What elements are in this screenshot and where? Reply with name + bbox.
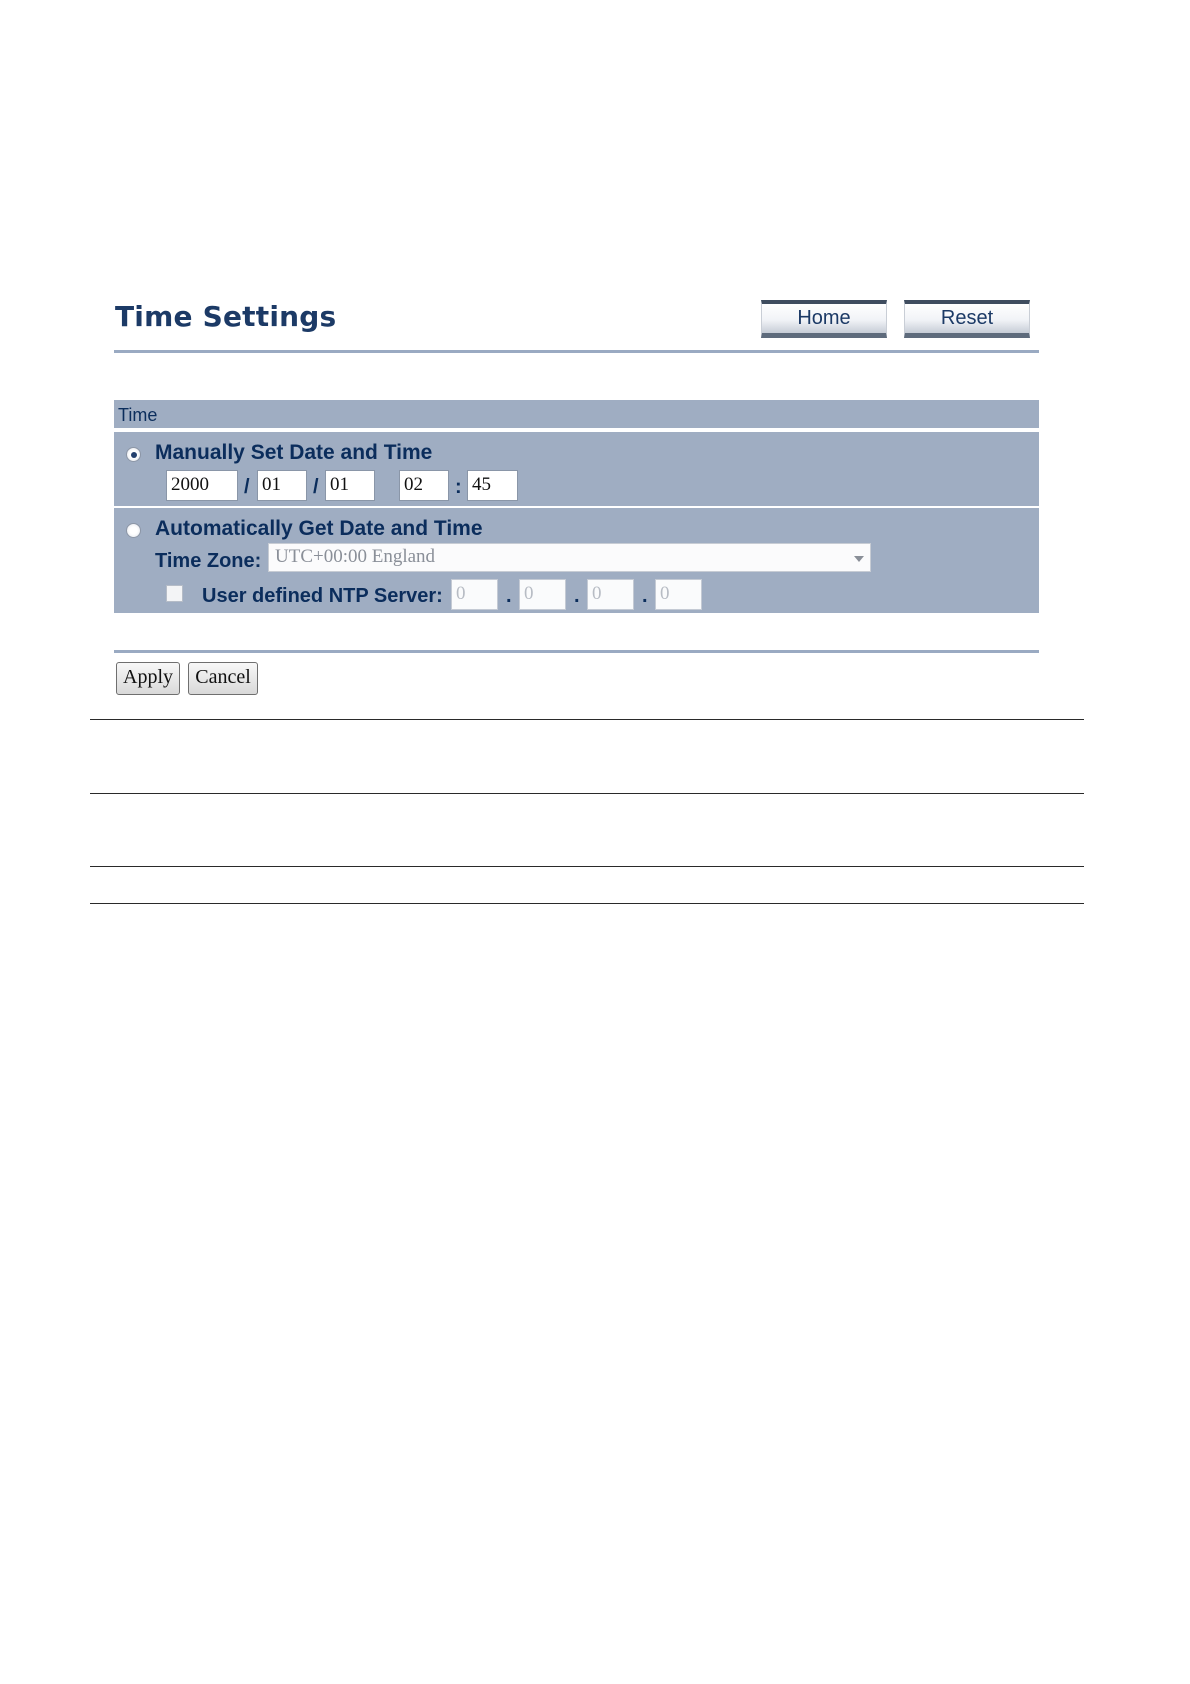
- table-rule: [90, 866, 1084, 867]
- day-input[interactable]: 01: [325, 470, 375, 501]
- cancel-button[interactable]: Cancel: [188, 662, 258, 695]
- time-section-header: [114, 400, 1039, 430]
- table-rule: [90, 719, 1084, 720]
- time-separator: :: [455, 476, 462, 498]
- ntp-octet-4[interactable]: 0: [655, 579, 702, 610]
- ntp-checkbox[interactable]: [166, 585, 183, 602]
- section-title: Time: [118, 405, 158, 425]
- ip-separator: .: [642, 585, 648, 607]
- manual-option-label[interactable]: Manually Set Date and Time: [155, 441, 433, 464]
- table-rule: [90, 793, 1084, 794]
- ntp-octet-1[interactable]: 0: [451, 579, 498, 610]
- table-rule: [90, 903, 1084, 904]
- date-separator: /: [244, 476, 250, 498]
- timezone-label: Time Zone:: [155, 550, 262, 572]
- reset-button[interactable]: Reset: [904, 300, 1030, 338]
- title-divider: [114, 350, 1039, 353]
- home-button[interactable]: Home: [761, 300, 887, 338]
- apply-button[interactable]: Apply: [116, 662, 180, 695]
- date-separator: /: [313, 476, 319, 498]
- page-title: Time Settings: [115, 300, 337, 333]
- ip-separator: .: [506, 585, 512, 607]
- ntp-server-label: User defined NTP Server:: [202, 585, 443, 607]
- ip-separator: .: [574, 585, 580, 607]
- year-input[interactable]: 2000: [166, 470, 238, 501]
- minute-input[interactable]: 45: [467, 470, 518, 501]
- auto-option-label[interactable]: Automatically Get Date and Time: [155, 517, 483, 540]
- form-divider: [114, 650, 1039, 653]
- month-input[interactable]: 01: [257, 470, 307, 501]
- chevron-down-icon: [854, 556, 864, 562]
- ntp-octet-3[interactable]: 0: [587, 579, 634, 610]
- hour-input[interactable]: 02: [399, 470, 449, 501]
- auto-radio[interactable]: [126, 523, 141, 538]
- ntp-octet-2[interactable]: 0: [519, 579, 566, 610]
- timezone-value: UTC+00:00 England: [275, 546, 436, 567]
- timezone-select[interactable]: [268, 543, 871, 572]
- manual-radio[interactable]: [126, 447, 141, 462]
